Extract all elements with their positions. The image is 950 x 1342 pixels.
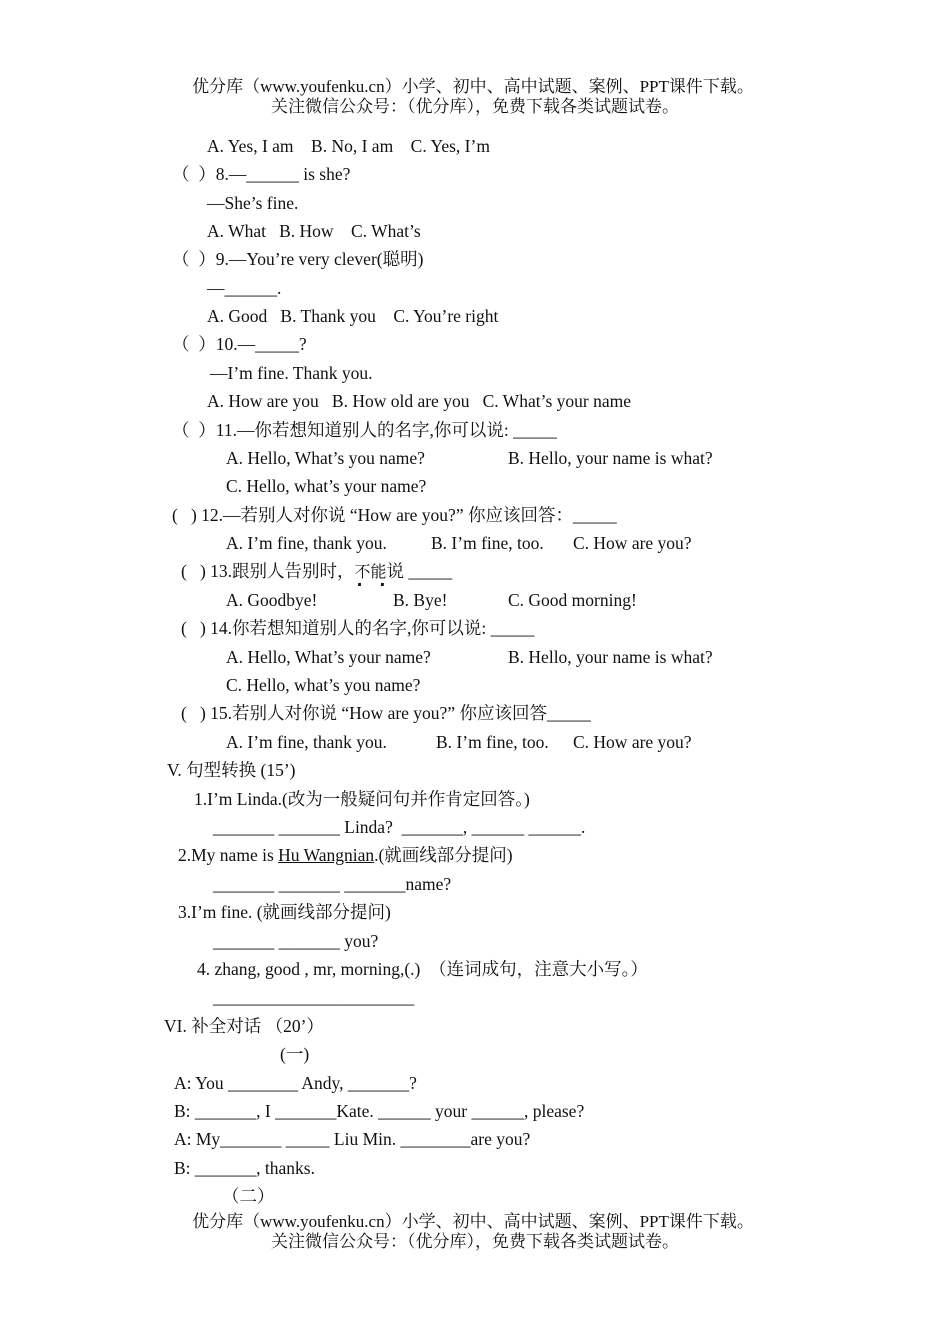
section6-part2: （二）	[222, 1186, 275, 1206]
q9-options: A. Good B. Thank you C. You’re right	[207, 306, 499, 326]
section6-part1: (一)	[280, 1044, 310, 1064]
q8-reply: —She’s fine.	[207, 193, 299, 213]
q13-stem-before: ( ) 13.跟别人告别时，	[181, 561, 355, 581]
q9-stem: （ ）9.—You’re very clever(聪明)	[172, 249, 424, 269]
section5-s1: 1.I’m Linda.(改为一般疑问句并作肯定回答。)	[194, 789, 530, 809]
q15-option-a: A. I’m fine, thank you.	[226, 732, 387, 752]
q11-option-c: C. Hello, what’s your name?	[226, 476, 427, 496]
section5-s2	[178, 843, 513, 867]
dialogue-line-4: B: _______, thanks.	[174, 1158, 315, 1178]
q15-option-c: C. How are you?	[573, 732, 692, 752]
q9-reply: —______.	[207, 278, 282, 298]
q11-stem: （ ）11.—你若想知道别人的名字,你可以说: _____	[172, 420, 557, 440]
section5-s2-after: .(就画线部分提问)	[374, 845, 513, 865]
q8-options: A. What B. How C. What’s	[207, 221, 421, 241]
dialogue-line-2: B: _______, I _______Kate. ______ your ______, please?	[174, 1101, 585, 1121]
q12-stem: ( ) 12.—若别人对你说 “How are you?” 你应该回答：_____	[172, 505, 617, 525]
q13-stem-emphasis: 不能 · ·	[355, 560, 387, 584]
q12-option-c: C. How are you?	[573, 533, 692, 553]
section5-s2-before: 2.My name is	[178, 845, 279, 865]
section5-s1-answer: _______ _______ Linda? _______, ______ ______.	[213, 817, 586, 837]
section5-s3: 3.I’m fine. (就画线部分提问)	[178, 902, 391, 922]
q13-stem	[181, 559, 452, 584]
q14-option-a: A. Hello, What’s your name?	[226, 647, 431, 667]
q10-reply: —I’m fine. Thank you.	[210, 363, 373, 383]
q8-stem: （ ）8.—______ is she?	[172, 164, 351, 184]
section5-s2-underlined: Hu Wangnian	[278, 845, 375, 865]
section5-s2-answer: _______ _______ _______name?	[213, 874, 452, 894]
q10-options: A. How are you B. How old are you C. What’s your name	[207, 391, 631, 411]
q11-option-b: B. Hello, your name is what?	[508, 448, 713, 468]
dialogue-line-1: A: You ________ Andy, _______?	[174, 1073, 417, 1093]
section5-title: V. 句型转换 (15’)	[167, 760, 296, 780]
q14-option-c: C. Hello, what’s you name?	[226, 675, 421, 695]
q7-options: A. Yes, I am B. No, I am C. Yes, I’m	[207, 136, 490, 156]
q12-option-a: A. I’m fine, thank you.	[226, 533, 387, 553]
section5-s4: 4. zhang, good , mr, morning,(.) （连词成句，注意大小写。）	[197, 959, 648, 979]
section5-s4-answer: _______________________	[213, 987, 415, 1007]
section5-s3-answer: _______ _______ you?	[213, 931, 379, 951]
dialogue-line-3: A: My_______ _____ Liu Min. ________are you?	[174, 1129, 531, 1149]
q10-stem: （ ）10.—_____?	[172, 334, 307, 354]
q11-option-a: A. Hello, What’s you name?	[226, 448, 425, 468]
q13-option-b: B. Bye!	[393, 590, 448, 610]
header-line-1: 优分库（www.youfenku.cn）小学、初中、高中试题、案例、PPT课件下载。	[192, 77, 754, 96]
footer-line-1: 优分库（www.youfenku.cn）小学、初中、高中试题、案例、PPT课件下载。	[192, 1212, 754, 1231]
q13-option-c: C. Good morning!	[508, 590, 637, 610]
q15-stem: ( ) 15.若别人对你说 “How are you?” 你应该回答_____	[181, 703, 591, 723]
q13-stem-after: 说 _____	[386, 561, 453, 581]
header-line-2: 关注微信公众号：（优分库），免费下载各类试题试卷。	[271, 97, 679, 116]
q14-stem: ( ) 14.你若想知道别人的名字,你可以说: _____	[181, 618, 535, 638]
q14-option-b: B. Hello, your name is what?	[508, 647, 713, 667]
section6-title: VI. 补全对话 （20’）	[164, 1016, 324, 1036]
footer-line-2: 关注微信公众号：（优分库），免费下载各类试题试卷。	[271, 1232, 679, 1251]
q15-option-b: B. I’m fine, too.	[436, 732, 549, 752]
q12-option-b: B. I’m fine, too.	[431, 533, 544, 553]
q13-option-a: A. Goodbye!	[226, 590, 318, 610]
